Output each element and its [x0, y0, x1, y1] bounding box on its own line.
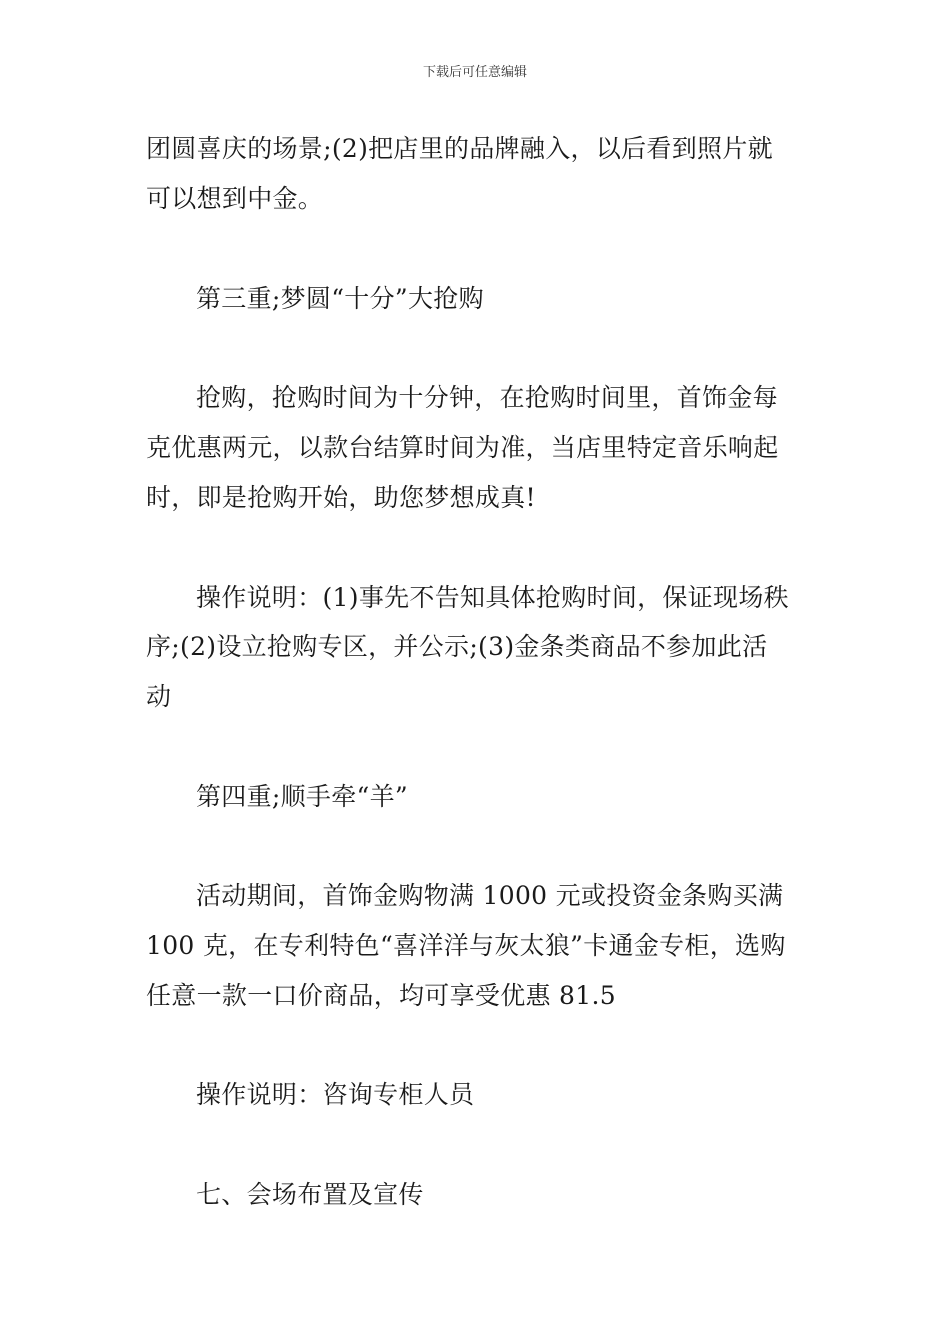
page-header: 下载后可任意编辑 — [422, 65, 527, 80]
section-heading: 七、会场布置及宣传 — [196, 1180, 424, 1209]
text-line: 任意一款一口价商品，均可享受优惠 81.5 — [146, 981, 616, 1010]
section-heading: 第四重;顺手牵“羊” — [196, 782, 408, 811]
text-line: 克优惠两元，以款台结算时间为准，当店里特定音乐响起 — [146, 433, 779, 462]
section-heading: 第三重;梦圆“十分”大抢购 — [196, 284, 484, 313]
text-line: 操作说明：咨询专柜人员 — [196, 1080, 475, 1109]
text-line: 序;(2)设立抢购专区，并公示;(3)金条类商品不参加此活 — [146, 632, 768, 661]
text-line: 可以想到中金。 — [146, 184, 324, 213]
text-line: 时，即是抢购开始，助您梦想成真! — [146, 483, 536, 512]
text-line: 动 — [146, 682, 172, 711]
text-line: 抢购，抢购时间为十分钟，在抢购时间里，首饰金每 — [196, 383, 778, 412]
text-line: 操作说明：(1)事先不告知具体抢购时间，保证现场秩 — [196, 583, 789, 612]
text-line: 活动期间，首饰金购物满 1000 元或投资金条购买满 — [196, 881, 784, 910]
text-line: 团圆喜庆的场景;(2)把店里的品牌融入，以后看到照片就 — [146, 134, 773, 163]
text-line: 100 克，在专利特色“喜洋洋与灰太狼”卡通金专柜，选购 — [146, 931, 786, 960]
